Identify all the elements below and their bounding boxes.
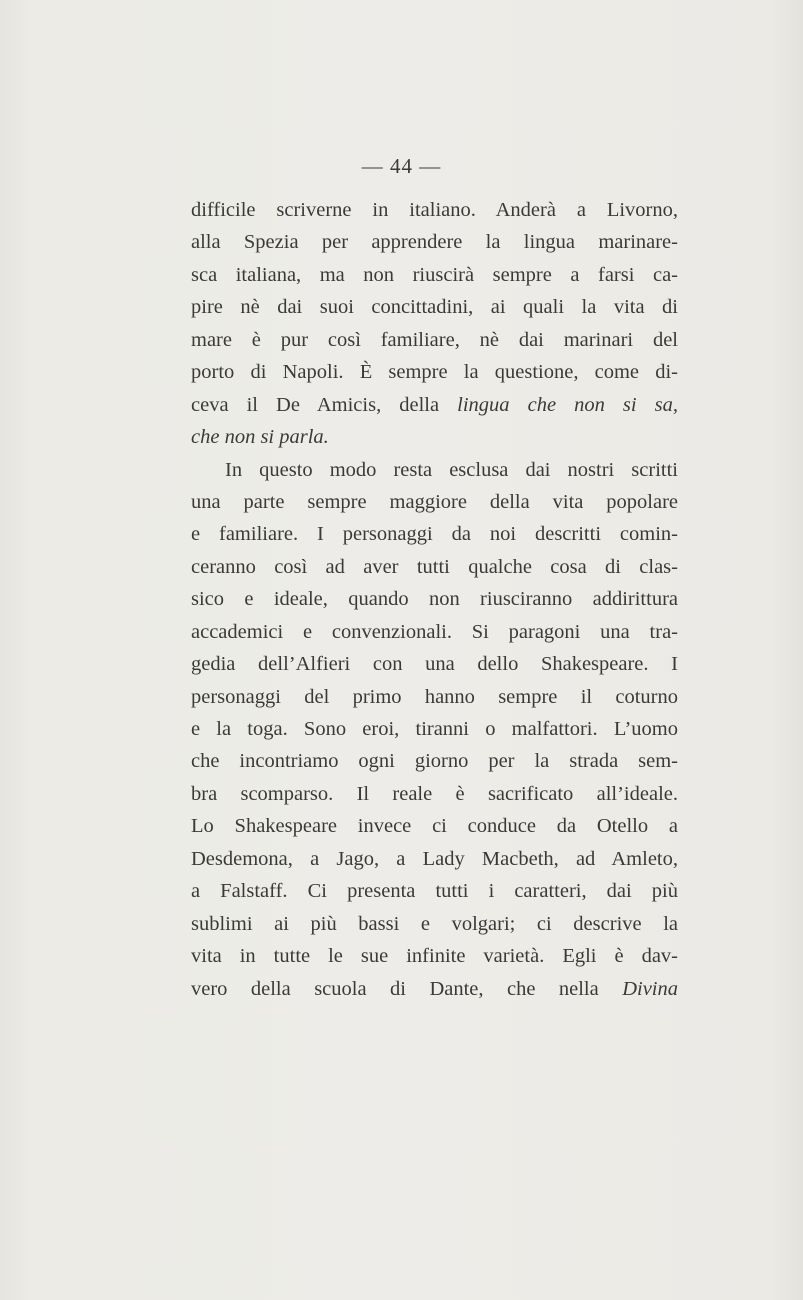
text-line: Desdemona, a Jago, a Lady Macbeth, ad Amleto,	[191, 847, 678, 870]
text-line: gedia dell’Alfieri con una dello Shakespeare. I	[191, 653, 678, 676]
text-line: difficile scriverne in italiano. Anderà a Livorno,	[191, 199, 678, 221]
text-line: Lo Shakespeare invece ci conduce da Otello a	[191, 815, 678, 838]
text-line: accademici e convenzionali. Si paragoni una tra-	[191, 620, 678, 643]
page-number: — 44 —	[361, 154, 442, 178]
italic-phrase: Divina	[622, 977, 678, 1000]
text-line: vero della scuola di Dante, che nella Divina	[191, 977, 678, 1000]
text-line: e la toga. Sono eroi, tiranni o malfattori. L’uomo	[191, 718, 678, 740]
text-line: una parte sempre maggiore della vita popolare	[191, 490, 678, 513]
text-line: porto di Napoli. È sempre la questione, come di-	[191, 361, 678, 384]
italic-phrase: lingua che non si sa,	[457, 393, 678, 416]
text-line: alla Spezia per apprendere la lingua marinare-	[191, 231, 678, 254]
text-line: a Falstaff. Ci presenta tutti i caratteri, dai più	[191, 880, 678, 903]
text-line: bra scomparso. Il reale è sacrificato all’ideale.	[191, 782, 678, 805]
text-line: sublimi ai più bassi e volgari; ci descrive la	[191, 912, 678, 935]
text-line: e familiare. I personaggi da noi descritti comin-	[191, 523, 678, 546]
text-line: ceva il De Amicis, della lingua che non si sa,	[191, 393, 678, 416]
text-line: mare è pur così familiare, nè dai marinari del	[191, 328, 678, 351]
text-line: sca italiana, ma non riuscirà sempre a farsi ca-	[191, 263, 678, 286]
text-line: ceranno così ad aver tutti qualche cosa di clas-	[191, 555, 678, 578]
text-line	[191, 421, 678, 453]
text-line: personaggi del primo hanno sempre il coturno	[191, 685, 678, 708]
body-text	[191, 194, 678, 1005]
text-line: che incontriamo ogni giorno per la strada sem-	[191, 750, 678, 773]
text-line: sico e ideale, quando non riusciranno addirittura	[191, 588, 678, 611]
text-line: pire nè dai suoi concittadini, ai quali la vita di	[191, 296, 678, 319]
text-line: vita in tutte le sue infinite varietà. Egli è dav-	[191, 945, 678, 968]
paragraph-start-line: In questo modo resta esclusa dai nostri scritti	[225, 458, 678, 481]
italic-phrase: che non si parla.	[191, 426, 329, 449]
